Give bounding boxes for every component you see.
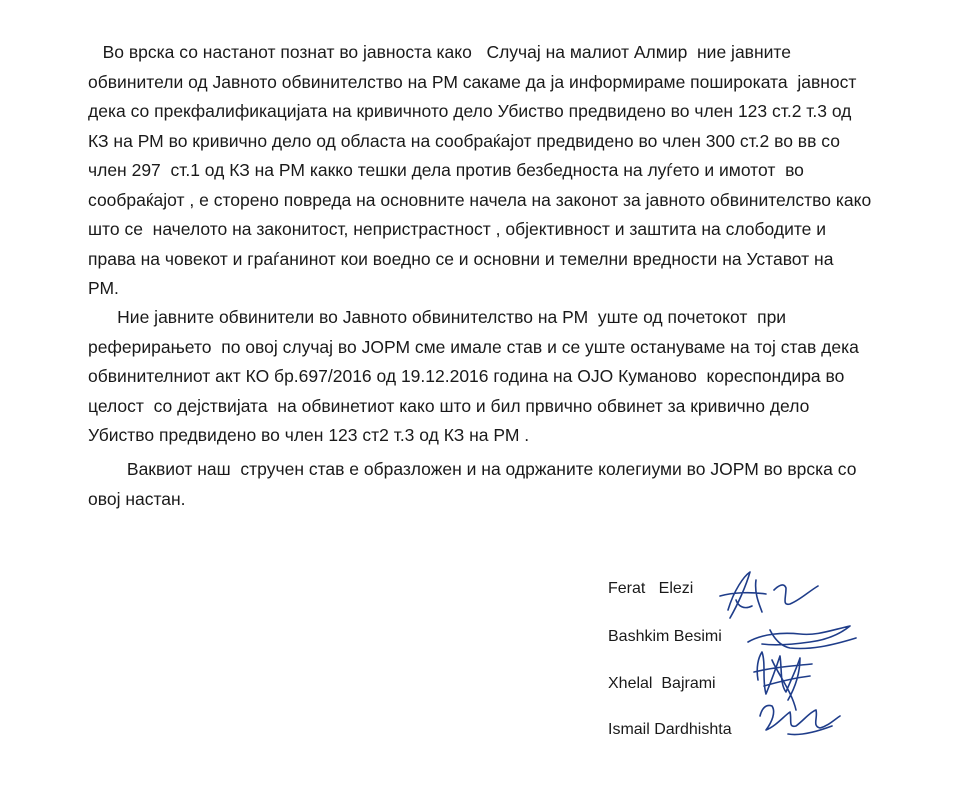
text-line: обвинителниот акт КО бр.697/2016 од 19.12.2016 година на ОЈО Куманово кореспондира во: [88, 366, 845, 386]
signatory-name: Xhelal Bajrami: [608, 675, 716, 692]
signature-2: [748, 626, 856, 649]
text-line: права на човекот и граѓанинот кои воедно се и основни и темелни вредности на Уставот на: [88, 248, 834, 269]
text-line: Ние јавните обвинители во Јавното обвинителство на РМ уште од почетокот при: [88, 307, 787, 327]
signature-1: [720, 572, 818, 618]
signatory-name: Ismail Dardhishta: [608, 721, 732, 738]
signature-4: [760, 705, 840, 734]
text-line: КЗ на РМ во кривично дело од областа на сообраќајот предвидено во член 300 ст.2 во вв со: [88, 130, 840, 151]
signature-3: [754, 652, 812, 710]
text-line: Убиство предвидено во член 123 ст2 т.3 од КЗ на РМ .: [88, 425, 530, 445]
paragraph-2: [88, 303, 908, 451]
paragraph-1: [88, 38, 908, 304]
paragraph-3: [88, 455, 908, 514]
text-line: обвинители од Јавното обвинителство на РМ сакаме да ја информираме пошироката јавност: [88, 71, 857, 92]
text-line: реферирањето по овој случај во ЈОРМ сме имале став и се уште остануваме на тој став дека: [88, 336, 859, 357]
text-line: дека со прекфалификацијата на кривичното дело Убиство предвидено во член 123 ст.2 т.3 од: [88, 101, 852, 121]
text-line: сообраќајот , е сторено повреда на основните начела на законот за јавното обвинителство како: [88, 189, 872, 210]
text-line: член 297 ст.1 од КЗ на РМ какко тешки дела против безбедноста на луѓето и имотот во: [88, 160, 804, 180]
signatory-name: Bashkim Besimi: [608, 628, 722, 645]
signatory-name: Ferat Elezi: [608, 580, 694, 597]
text-line: овој настан.: [88, 488, 186, 509]
text-line: Ваквиот наш стручен став е образложен и на одржаните колегиуми во ЈОРМ во врска со: [88, 459, 857, 479]
signatures-graphic: [700, 560, 900, 760]
text-line: РМ.: [88, 278, 119, 298]
text-line: целост со дејствијата на обвинетиот како што и бил првично обвинет за кривично дело: [88, 395, 810, 416]
text-line: Во врска со настанот познат во јавноста како Случај на малиот Алмир ние јавните: [88, 42, 791, 62]
text-line: што се начелото на законитост, непристрастност , објективност и заштита на слободите и: [88, 219, 827, 239]
